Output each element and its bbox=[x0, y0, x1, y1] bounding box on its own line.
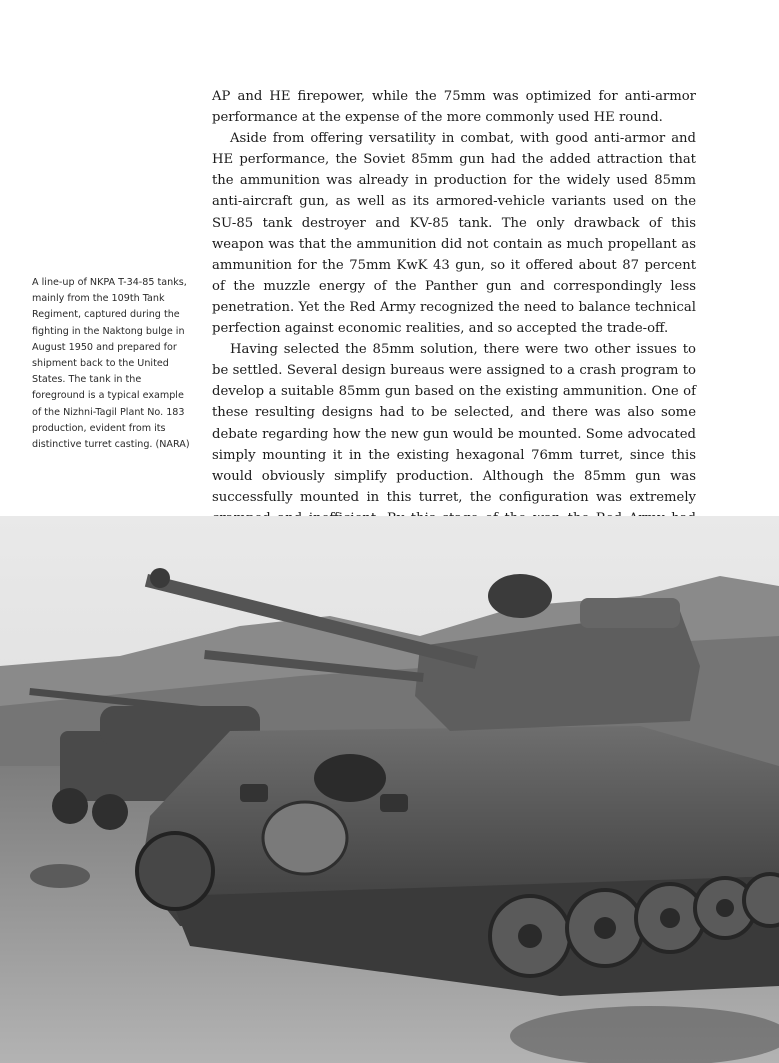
paragraph-3: Having selected the 85mm solution, there were two other issues to be settled. Several design bureaus were assigned to a crash program to develop a suitable 85mm gun based on the existing ammunition. One of these resulting designs had to be selected, and there was also some debate regarding how the new gun would be mounted. Some advocated simply mounting it in the existing hexagonal 76mm turret, since this would obviously simplify production. Although the 85mm gun was successfully mounted in this turret, the configuration was extremely bbox=[212, 342, 696, 505]
photo-caption: A line-up of NKPA T-34-85 tanks, mainly from the 109th Tank Regiment, captured during the fighting in the Naktong bulge in August 1950 and prepared for shipment back to the United States. The tank in the foreground is a typical example of the Nizhni-Tagil Plant No. 183 production, evident from its distinctive turret casting. (NARA) bbox=[32, 277, 190, 451]
tank-lineup-photo bbox=[0, 516, 779, 1063]
paragraph-2: Aside from offering versatility in combat, with good anti-armor and HE performance, the Soviet 85mm gun had the added attraction that the ammunition was already in production for the widely used 85mm anti-aircraft gun, as well as its armored-vehicle variants used on the SU-85 tank destroyer and KV-85 tank. The only drawback of this weapon was that the ammunition did not contain as much propellant as ammunition for the 75mm KwK 43 gun, so it offered about 87 percent of the muzzle energy of the Panther gun and correspondingly less penetration. Yet the Red Army recognized the need to balance technical perfection against economic realities, and so accepted the trade-off. bbox=[212, 131, 696, 337]
paragraph-1: AP and HE firepower, while the 75mm was optimized for anti-armor performance at the expense of the more commonly used HE round. bbox=[212, 89, 696, 126]
body-text bbox=[212, 86, 696, 571]
